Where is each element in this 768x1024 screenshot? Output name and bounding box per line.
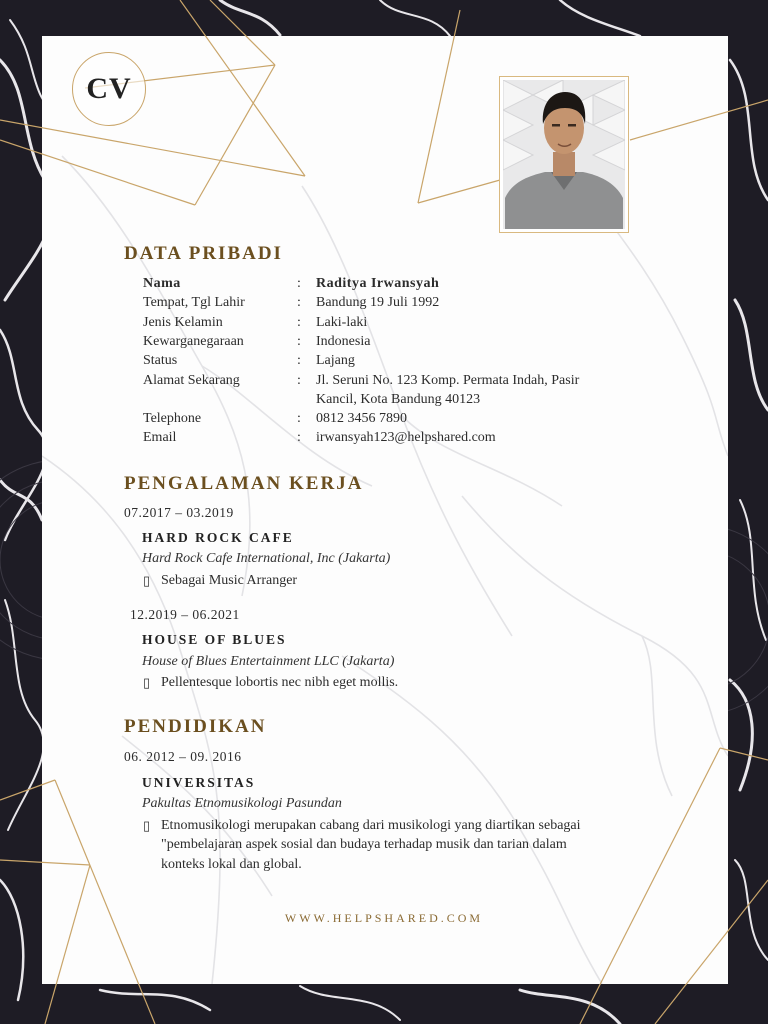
profile-photo xyxy=(499,76,629,233)
job-company: HOUSE OF BLUES xyxy=(142,632,287,647)
education-date: 06. 2012 – 09. 2016 xyxy=(124,749,242,764)
value-address-line1: Jl. Seruni No. 123 Komp. Permata Indah, Pasir xyxy=(316,373,580,388)
education-description-line3: konteks lokal dan global. xyxy=(161,857,302,872)
bullet-icon: ▯ xyxy=(143,675,151,690)
education-heading: PENDIDIKAN xyxy=(124,716,267,737)
sep-address: : xyxy=(297,373,301,388)
sep-status: : xyxy=(297,353,301,368)
education-description-line1: Etnomusikologi merupakan cabang dari musikologi yang diartikan sebagai xyxy=(161,818,581,833)
label-name: Nama xyxy=(143,276,181,291)
job-bullet: Pellentesque lobortis nec nibh eget mollis. xyxy=(161,675,399,690)
value-telephone: 0812 3456 7890 xyxy=(316,411,407,426)
job-company: HARD ROCK CAFE xyxy=(142,530,294,545)
job-organization: House of Blues Entertainment LLC (Jakarta) xyxy=(142,654,395,669)
sep-citizenship: : xyxy=(297,334,301,349)
sep-telephone: : xyxy=(297,411,301,426)
value-birth: Bandung 19 Juli 1992 xyxy=(316,295,440,310)
value-status: Lajang xyxy=(316,353,355,368)
sep-gender: : xyxy=(297,315,301,330)
label-telephone: Telephone xyxy=(143,411,202,426)
value-address-line2: Kancil, Kota Bandung 40123 xyxy=(316,392,481,407)
label-email: Email xyxy=(143,430,177,445)
job-organization: Hard Rock Cafe International, Inc (Jakarta) xyxy=(142,551,391,566)
sep-name: : xyxy=(297,276,301,291)
sep-email: : xyxy=(297,430,301,445)
cv-badge: CV xyxy=(72,52,146,126)
value-citizenship: Indonesia xyxy=(316,334,371,349)
value-email: irwansyah123@helpshared.com xyxy=(316,430,496,445)
personal-data-heading: DATA PRIBADI xyxy=(124,243,283,264)
work-experience-heading: PENGALAMAN KERJA xyxy=(124,473,364,494)
value-gender: Laki-laki xyxy=(316,315,368,330)
label-birth: Tempat, Tgl Lahir xyxy=(143,295,245,310)
job-date: 12.2019 – 06.2021 xyxy=(130,607,240,622)
label-citizenship: Kewarganegaraan xyxy=(143,334,244,349)
footer-website: WWW.HELPSHARED.COM xyxy=(284,911,484,925)
job-date: 07.2017 – 03.2019 xyxy=(124,505,234,520)
education-description-line2: "pembelajaran aspek sosial dan budaya terhadap musik dan tarian dalam xyxy=(161,837,567,852)
label-address: Alamat Sekarang xyxy=(143,373,240,388)
bullet-icon: ▯ xyxy=(143,573,151,588)
job-bullet: Sebagai Music Arranger xyxy=(161,573,298,588)
value-name: Raditya Irwansyah xyxy=(316,276,440,291)
label-status: Status xyxy=(143,353,178,368)
sep-birth: : xyxy=(297,295,301,310)
label-gender: Jenis Kelamin xyxy=(143,315,223,330)
bullet-icon: ▯ xyxy=(143,818,151,833)
education-faculty: Pakultas Etnomusikologi Pasundan xyxy=(142,796,342,811)
education-school: UNIVERSITAS xyxy=(142,775,256,790)
